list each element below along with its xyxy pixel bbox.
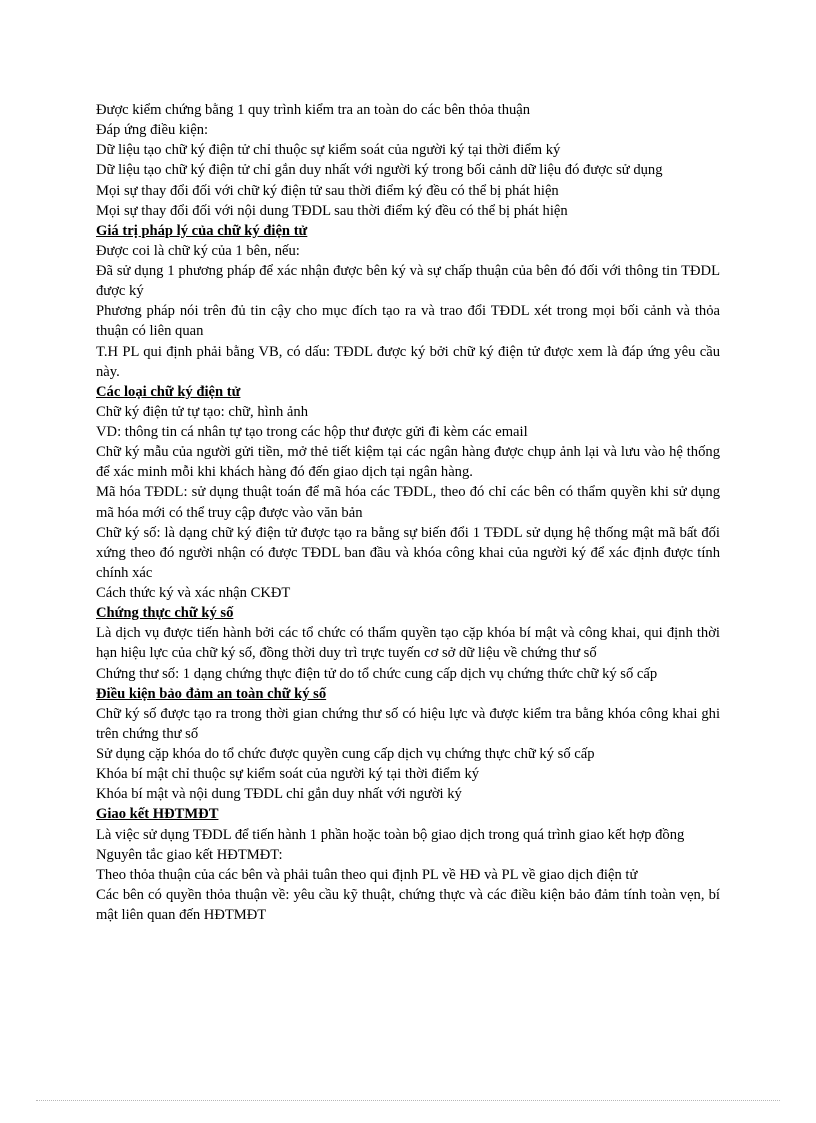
paragraph: Các bên có quyền thỏa thuận về: yêu cầu kỹ thuật, chứng thực và các điều kiện bảo đảm tính toàn vẹn, bí mật liên quan đến HĐTMĐT	[96, 886, 720, 923]
paragraph: Cách thức ký và xác nhận CKĐT	[96, 585, 291, 601]
paragraph: Sử dụng cặp khóa do tổ chức được quyền cung cấp dịch vụ chứng thực chữ ký số cấp	[96, 746, 595, 762]
paragraph: Chữ ký số: là dạng chữ ký điện tử được tạo ra bằng sự biến đổi 1 TĐDL sử dụng hệ thống mật mã bất đối xứng theo đó người nhận có được TĐDL ban đầu và khóa công khai của người ký để xác định được tính chính xác	[96, 524, 720, 581]
paragraph: Mọi sự thay đổi đối với nội dung TĐDL sau thời điểm ký đều có thể bị phát hiện	[96, 202, 568, 219]
paragraph: Khóa bí mật chỉ thuộc sự kiểm soát của người ký tại thời điểm ký	[96, 766, 480, 783]
section-heading: Các loại chữ ký điện tử	[96, 383, 241, 400]
section-heading: Chứng thực chữ ký số	[96, 605, 234, 622]
document-body	[96, 100, 720, 925]
section-heading: Giao kết HĐTMĐT	[96, 806, 219, 823]
paragraph: Chữ ký mẫu của người gửi tiền, mở thẻ tiết kiệm tại các ngân hàng được chụp ảnh lại và lưu vào hệ thống để xác minh mỗi khi khách hàng đó đến giao dịch tại ngân hàng.	[96, 444, 720, 481]
paragraph: Được kiểm chứng bằng 1 quy trình kiểm tra an toàn do các bên thỏa thuận	[96, 102, 531, 118]
paragraph: Theo thỏa thuận của các bên và phải tuân theo qui định PL về HĐ và PL về giao dịch điện tử	[96, 866, 638, 883]
paragraph: Chữ ký số được tạo ra trong thời gian chứng thư số có hiệu lực và được kiểm tra bằng khóa công khai ghi trên chứng thư số	[96, 705, 720, 742]
paragraph: Chữ ký điện tử tự tạo: chữ, hình ảnh	[96, 403, 309, 420]
page-bottom-divider	[36, 1100, 780, 1101]
paragraph: Mã hóa TĐDL: sử dụng thuật toán để mã hóa các TĐDL, theo đó chỉ các bên có thẩm quyền khi sử dụng mã hóa mới có thể truy cập được vào văn bản	[96, 484, 720, 521]
section-heading: Giá trị pháp lý của chữ ký điện tử	[96, 222, 308, 239]
paragraph: Dữ liệu tạo chữ ký điện tử chỉ gắn duy nhất với người ký trong bối cảnh dữ liệu đó được sử dụng	[96, 162, 663, 179]
paragraph: Đáp ứng điều kiện:	[96, 122, 209, 139]
paragraph: Khóa bí mật và nội dung TĐDL chỉ gắn duy nhất với người ký	[96, 786, 462, 803]
paragraph: Dữ liệu tạo chữ ký điện tử chỉ thuộc sự kiểm soát của người ký tại thời điểm ký	[96, 142, 561, 159]
section-heading: Điều kiện bảo đảm an toàn chữ ký số	[96, 685, 327, 702]
paragraph: Là dịch vụ được tiến hành bởi các tổ chức có thẩm quyền tạo cặp khóa bí mật và công khai, qui định thời hạn hiệu lực của chữ ký số, đồng thời duy trì trực tuyến cơ sở dữ liệu về chứng thư số	[96, 625, 720, 662]
paragraph: Được coi là chữ ký của 1 bên, nếu:	[96, 242, 300, 259]
paragraph: Chứng thư số: 1 dạng chứng thực điện tử do tổ chức cung cấp dịch vụ chứng thức chữ ký số cấp	[96, 665, 658, 682]
paragraph: VD: thông tin cá nhân tự tạo trong các hộp thư được gửi đi kèm các email	[96, 424, 528, 440]
paragraph: Là việc sử dụng TĐDL để tiến hành 1 phần hoặc toàn bộ giao dịch trong quá trình giao kết hợp đồng	[96, 826, 685, 843]
paragraph: Nguyên tắc giao kết HĐTMĐT:	[96, 846, 283, 863]
paragraph: Mọi sự thay đổi đối với chữ ký điện tử sau thời điểm ký đều có thể bị phát hiện	[96, 182, 559, 199]
paragraph: Đã sử dụng 1 phương pháp để xác nhận được bên ký và sự chấp thuận của bên đó đối với thông tin TĐDL được ký	[96, 263, 720, 300]
paragraph: T.H PL qui định phải bằng VB, có dấu: TĐDL được ký bởi chữ ký điện tử được xem là đáp ứng yêu cầu này.	[96, 343, 720, 380]
paragraph: Phương pháp nói trên đủ tin cậy cho mục đích tạo ra và trao đổi TĐDL xét trong mọi bối cảnh và thỏa thuận có liên quan	[96, 303, 720, 340]
